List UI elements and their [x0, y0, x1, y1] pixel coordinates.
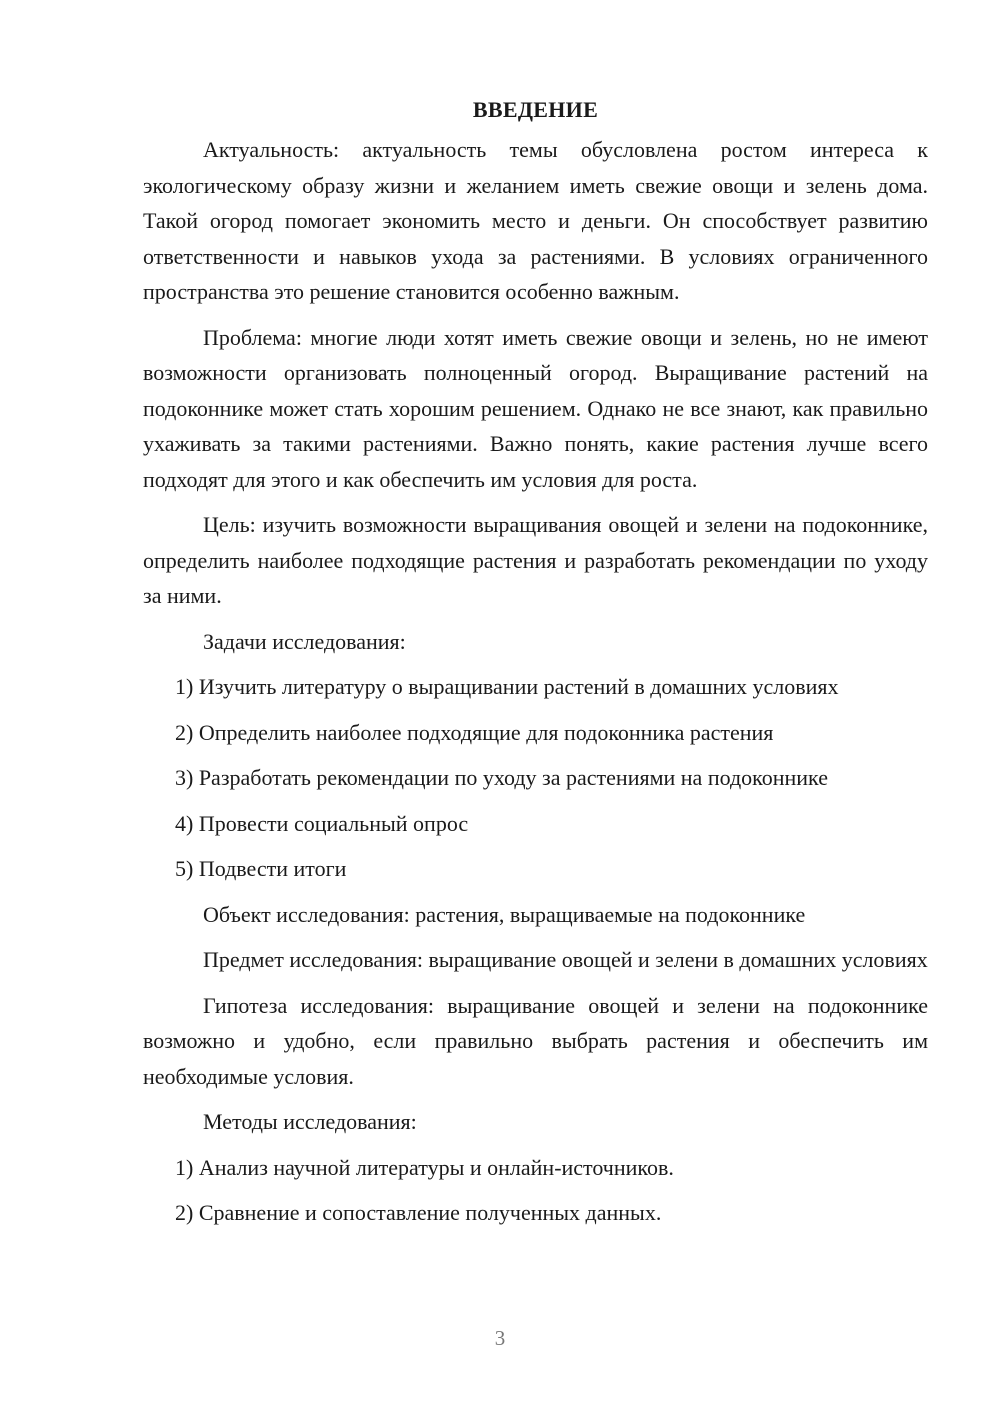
task-item: 1) Изучить литературу о выращивании растений в домашних условиях [175, 674, 839, 699]
method-item: 2) Сравнение и сопоставление полученных данных. [175, 1200, 662, 1225]
object-line: Объект исследования: растения, выращиваемые на подоконнике [203, 901, 806, 927]
task-item: 2) Определить наиболее подходящие для подоконника растения [175, 719, 774, 745]
page-title: ВВЕДЕНИЕ [472, 97, 599, 122]
tasks-label: Задачи исследования: [203, 628, 406, 654]
hypothesis-paragraph: Гипотеза исследования: выращивание овощей и зелени на подоконнике возможно и удобно, если правильно выбрать растения и обеспечить им необходимые условия. [143, 992, 928, 1089]
methods-label: Методы исследования: [203, 1109, 417, 1134]
goal-paragraph: Цель: изучить возможности выращивания овощей и зелени на подоконнике, определить наиболее подходящие растения и разработать рекомендации по уходу за ними. [143, 512, 928, 608]
problem-paragraph: Проблема: многие люди хотят иметь свежие овощи и зелень, но не имеют возможности организовать полноценный огород. Выращивание растений на подоконнике может стать хорошим решением. Однако не все знают, как правильно ухаживать за такими растениями. Важно понять, какие растения лучше всего подходят для этого и как обеспечить им условия для роста. [143, 324, 928, 492]
task-item: 5) Подвести итоги [175, 856, 347, 881]
document-page [143, 92, 928, 1241]
task-item: 3) Разработать рекомендации по уходу за растениями на подоконнике [175, 765, 828, 790]
relevance-paragraph: Актуальность: актуальность темы обусловлена ростом интереса к экологическому образу жизни и желанием иметь свежие овощи и зелень дома. Такой огород помогает экономить место и деньги. Он способствует развитию ответственности и навыков ухода за растениями. В условиях ограниченного пространства это решение становится особенно важным. [143, 137, 928, 304]
page-number: 3 [494, 1326, 506, 1350]
method-item: 1) Анализ научной литературы и онлайн-источников. [175, 1154, 674, 1180]
task-item: 4) Провести социальный опрос [175, 810, 469, 836]
subject-paragraph: Предмет исследования: выращивание овощей и зелени в домашних условиях [203, 947, 928, 972]
